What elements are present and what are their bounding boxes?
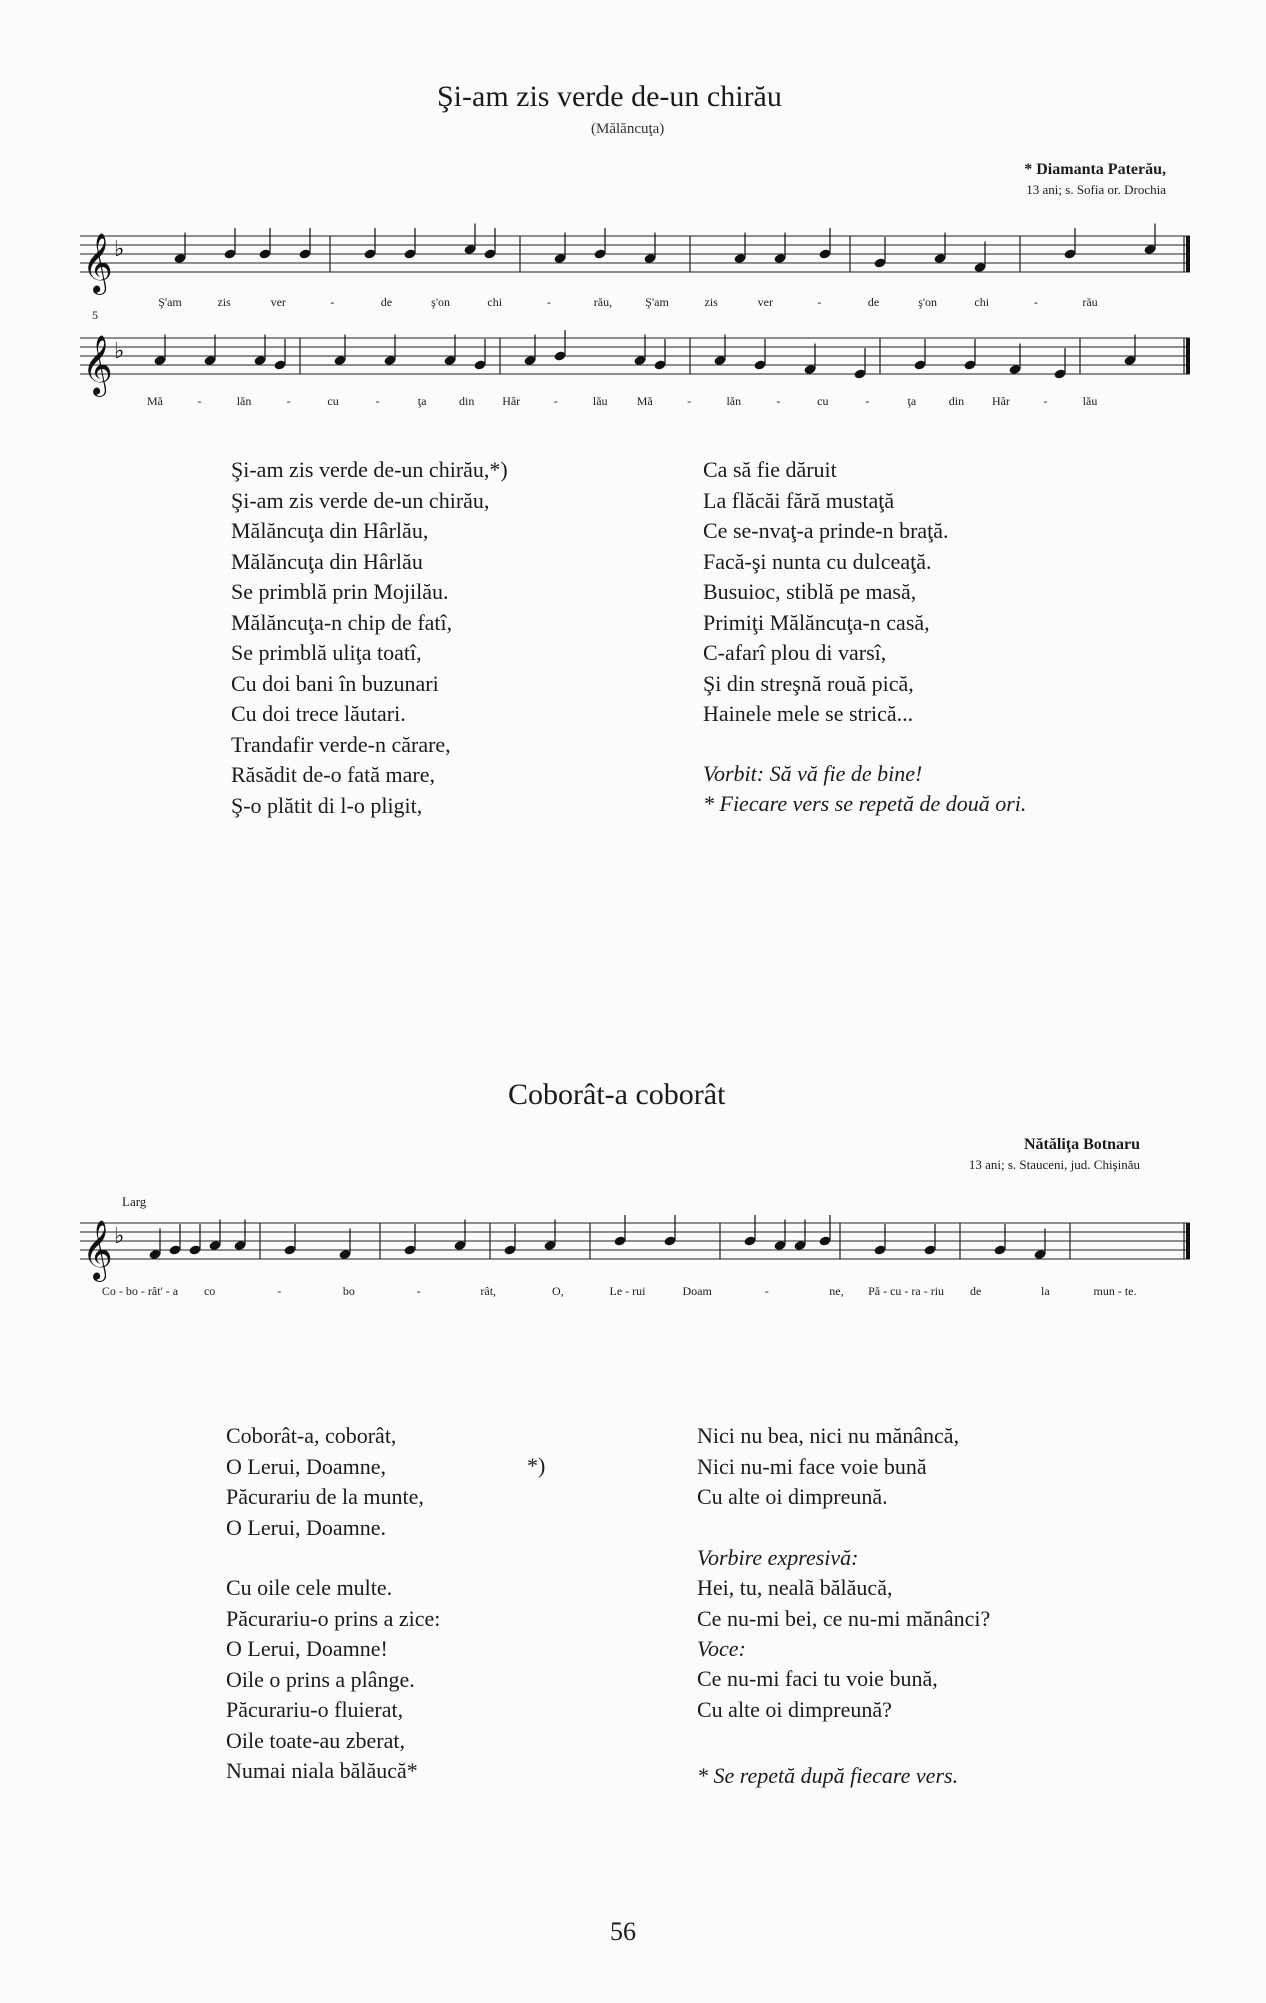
lyric-syllable: - bbox=[277, 1284, 282, 1298]
verse-line: Cu alte oi dimpreună. bbox=[697, 1484, 888, 1509]
verse-line: Mălăncuţa din Hârlău bbox=[231, 548, 423, 574]
verse-line: Hei, tu, nealã bălăucă, bbox=[697, 1575, 893, 1600]
lyric-syllable: - bbox=[197, 394, 202, 408]
lyric-syllable: de bbox=[970, 1284, 982, 1298]
lyric-syllable: la bbox=[1041, 1284, 1050, 1298]
lyric-syllable: cu bbox=[327, 394, 339, 408]
song1-title: Şi-am zis verde de-un chirău bbox=[437, 80, 782, 113]
song2-informant-name: Nătăliţa Botnaru bbox=[1024, 1136, 1140, 1153]
lyric-syllable: Ş'am bbox=[158, 295, 182, 309]
lyric-syllable: - bbox=[330, 295, 335, 309]
song1-staff-1-notation bbox=[80, 218, 1200, 298]
flat-icon: ♭ bbox=[114, 237, 125, 262]
song1-staff-1 bbox=[80, 218, 1200, 298]
lyric-syllable: bo bbox=[342, 1284, 355, 1298]
lyric-syllable: - bbox=[1043, 394, 1048, 408]
lyric-syllable: Doam bbox=[682, 1284, 712, 1298]
song2-staff-notation bbox=[80, 1205, 1200, 1285]
song2-verses-left-stanza2 bbox=[226, 1573, 440, 1787]
lyric-syllable: chi bbox=[974, 295, 990, 309]
lyric-syllable: - bbox=[817, 295, 822, 309]
lyric-syllable: - bbox=[776, 394, 781, 408]
lyric-syllable: lăn bbox=[726, 394, 742, 408]
verse-line: Coborât-a, coborât, bbox=[226, 1423, 397, 1448]
flat-icon: ♭ bbox=[114, 1224, 125, 1249]
verse-line: La flăcăi fără mustaţă bbox=[703, 487, 895, 513]
song1-informant bbox=[1024, 160, 1166, 200]
lyric-syllable: zis bbox=[217, 295, 231, 309]
lyric-syllable: lăn bbox=[236, 394, 252, 408]
song1-staff-2-lyric-line bbox=[80, 394, 1200, 414]
lyric-syllable: - bbox=[416, 1284, 421, 1298]
verse-line: C-afarî plou di varsî, bbox=[703, 640, 887, 665]
verse-line: Cu alte oi dimpreună? bbox=[697, 1696, 892, 1722]
lyric-syllable: rău bbox=[1082, 295, 1098, 309]
lyric-syllable: - bbox=[865, 394, 870, 408]
song2-tempo: Larg bbox=[122, 1194, 147, 1209]
verse-line: Primiţi Mălăncuţa-n casă, bbox=[703, 609, 930, 635]
song1-staff-2-lyrics bbox=[80, 394, 1200, 414]
lyric-syllable: ţa bbox=[417, 394, 427, 408]
verse-line: Ce nu-mi bei, ce nu-mi mănânci? bbox=[697, 1605, 991, 1631]
lyric-syllable: ver bbox=[270, 295, 286, 309]
verse-line: Cu oile cele multe. bbox=[226, 1575, 393, 1600]
lyric-syllable: lău bbox=[592, 394, 608, 408]
verse-line: Numai niala bălăucă* bbox=[226, 1758, 418, 1783]
song1-subtitle: (Mălăncuţa) bbox=[591, 121, 665, 137]
song2-staff bbox=[80, 1205, 1200, 1285]
lyric-syllable: Pă - cu - ra - riu bbox=[868, 1284, 945, 1298]
song2-verses-right-stanza1 bbox=[697, 1421, 959, 1513]
lyric-syllable: zis bbox=[704, 295, 718, 309]
verse-line: Se primblă prin Mojilău. bbox=[231, 579, 449, 604]
song1-staff-1-lyrics bbox=[80, 295, 1200, 315]
lyric-syllable: - bbox=[764, 1284, 769, 1298]
lyric-syllable: co bbox=[203, 1284, 216, 1298]
song1-informant-details: 13 ani; s. Sofia or. Drochia bbox=[1026, 182, 1166, 197]
treble-clef-icon: 𝄞 bbox=[82, 335, 113, 395]
verse-line: Răsădit de-o fată mare, bbox=[231, 762, 436, 787]
verse-line: O Lerui, Doamne! bbox=[226, 1636, 388, 1661]
song2-informant bbox=[969, 1135, 1140, 1175]
song1-informant-name: * Diamanta Paterău, bbox=[1024, 161, 1166, 178]
lyric-syllable: ţa bbox=[907, 394, 917, 408]
final-barline-thick bbox=[1186, 236, 1190, 272]
lyric-syllable: Ş'am bbox=[645, 295, 669, 309]
treble-clef-icon: 𝄞 bbox=[82, 233, 113, 293]
song2-voice-lines bbox=[697, 1664, 938, 1725]
lyric-syllable: din bbox=[948, 394, 965, 408]
song1-staff-2-notation bbox=[80, 320, 1200, 400]
verse-line: Păcurariu-o fluierat, bbox=[226, 1697, 404, 1722]
song2-expressive-lines bbox=[697, 1573, 990, 1634]
verse-line: Oile toate-au zberat, bbox=[226, 1727, 405, 1753]
lyric-syllable: ne, bbox=[829, 1284, 844, 1298]
song1-verses-right bbox=[703, 455, 949, 730]
treble-clef-icon: 𝄞 bbox=[82, 1220, 113, 1280]
verse-line: Hainele mele se strică... bbox=[703, 701, 914, 726]
lyric-syllable: Hâr bbox=[502, 394, 521, 408]
lyric-syllable: - bbox=[286, 394, 291, 408]
lyric-syllable: - bbox=[375, 394, 380, 408]
lyric-syllable: de bbox=[867, 295, 880, 309]
verse-line: Nici nu bea, nici nu mănâncă, bbox=[697, 1423, 960, 1448]
verse-line: Şi-am zis verde de-un chirău,*) bbox=[231, 457, 508, 482]
lyric-syllable: cu bbox=[817, 394, 829, 408]
verse-line: Şi din streşnă rouă pică, bbox=[703, 670, 914, 696]
verse-line: Facă-şi nunta cu dulceaţă. bbox=[703, 548, 932, 574]
song1-staff-1-lyric-line bbox=[80, 295, 1200, 315]
verse-line: Şi-am zis verde de-un chirău, bbox=[231, 487, 490, 513]
lyric-syllable: ş'on bbox=[918, 295, 938, 309]
verse-line: Oile o prins a plânge. bbox=[226, 1666, 415, 1692]
song2-staff-lyrics bbox=[80, 1284, 1200, 1304]
verse-line: O Lerui, Doamne, bbox=[226, 1453, 387, 1479]
flat-icon: ♭ bbox=[114, 339, 125, 364]
lyric-syllable: Mă bbox=[147, 394, 163, 408]
lyric-syllable: lău bbox=[1082, 394, 1098, 408]
lyric-syllable: - bbox=[1033, 295, 1038, 309]
lyric-syllable: chi bbox=[487, 295, 503, 309]
verse-line: Păcurariu de la munte, bbox=[226, 1484, 424, 1509]
verse-line: Cu doi bani în buzunari bbox=[231, 670, 439, 696]
lyric-syllable: din bbox=[458, 394, 475, 408]
lyric-syllable: Co - bo - rât' - a bbox=[101, 1284, 179, 1298]
lyric-syllable: - bbox=[553, 394, 558, 408]
verse-line: Ce nu-mi faci tu voie bună, bbox=[697, 1666, 938, 1691]
verse-line: Se primblă uliţa toatî, bbox=[231, 640, 422, 665]
lyric-syllable: - bbox=[687, 394, 692, 408]
song2-note-repeat: * Se repetă după fiecare vers. bbox=[697, 1763, 959, 1788]
verse-line: Ş-o plătit di l-o pligit, bbox=[231, 792, 423, 818]
verse-line: Păcurariu-o prins a zice: bbox=[226, 1605, 441, 1631]
song1-measure-number: 5 bbox=[92, 308, 98, 322]
verse-line: Nici nu-mi face voie bună bbox=[697, 1453, 927, 1479]
verse-line: Busuioc, stiblă pe masă, bbox=[703, 579, 917, 604]
song2-staff-lyric-line bbox=[80, 1284, 1200, 1304]
song2-title: Coborât-a coborât bbox=[508, 1078, 726, 1111]
song2-stanza1-marker: *) bbox=[527, 1453, 546, 1478]
lyric-syllable: O, bbox=[552, 1284, 564, 1298]
final-barline-thick bbox=[1186, 1223, 1190, 1259]
verse-line: Trandafir verde-n cărare, bbox=[231, 731, 451, 757]
song1-verses-left bbox=[231, 455, 508, 821]
verse-line: Ce se-nvaţ-a prinde-n braţă. bbox=[703, 518, 949, 543]
page-number: 56 bbox=[610, 1917, 636, 1946]
lyric-syllable: - bbox=[546, 295, 551, 309]
song2-voice-label: Voce: bbox=[697, 1636, 746, 1661]
song1-note-spoken: Vorbit: Să vă fie de bine! bbox=[703, 761, 923, 786]
lyric-syllable: ver bbox=[757, 295, 773, 309]
verse-line: Mălăncuţa-n chip de fatî, bbox=[231, 609, 453, 635]
lyric-syllable: de bbox=[380, 295, 393, 309]
verse-line: Cu doi trece lăutari. bbox=[231, 701, 406, 726]
lyric-syllable: Le - rui bbox=[609, 1284, 646, 1298]
song2-expressive-label: Vorbire expresivă: bbox=[697, 1545, 859, 1570]
final-barline-thick bbox=[1186, 338, 1190, 374]
song2-informant-details: 13 ani; s. Stauceni, jud. Chişinău bbox=[968, 1157, 1140, 1172]
song1-staff-2 bbox=[80, 320, 1200, 400]
verse-line: Mălăncuţa din Hârlău, bbox=[231, 518, 429, 543]
lyric-syllable: Mă bbox=[636, 394, 653, 408]
song1-note-repeat: * Fiecare vers se repetă de două ori. bbox=[703, 791, 1027, 816]
song2-verses-left-stanza1 bbox=[226, 1421, 424, 1543]
lyric-syllable: ş'on bbox=[431, 295, 450, 309]
lyric-syllable: Hâr bbox=[991, 394, 1010, 408]
lyric-syllable: rât, bbox=[480, 1284, 497, 1298]
verse-line: Ca să fie dăruit bbox=[703, 457, 837, 482]
verse-line: O Lerui, Doamne. bbox=[226, 1514, 387, 1540]
lyric-syllable: rău, bbox=[593, 295, 613, 309]
lyric-syllable: mun - te. bbox=[1093, 1284, 1137, 1298]
